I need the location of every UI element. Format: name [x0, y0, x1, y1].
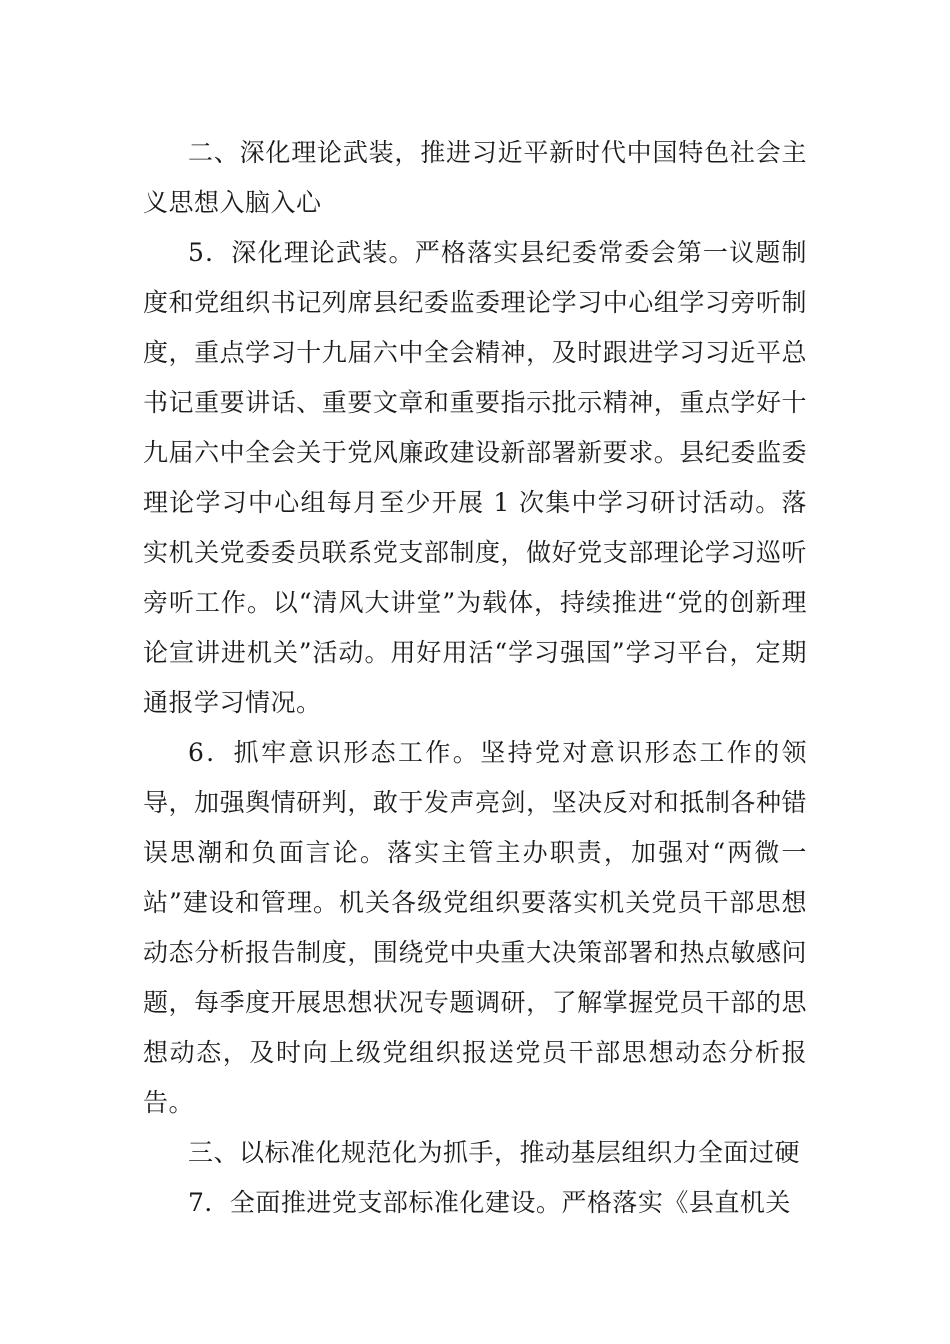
- paragraph-item-7: 7．全面推进党支部标准化建设。严格落实《县直机关: [188, 1188, 791, 1217]
- section-heading-3: 三、以标准化规范化为抓手，推动基层组织力全面过硬: [188, 1138, 801, 1167]
- paragraph-item-6: 6．抓牢意识形态工作。坚持党对意识形态工作的领导，加强舆情研判，敢于发声亮剑，坚决反对和抵制各种错误思潮和负面言论。落实主管主办职责，加强对“两微一站”建设和管理。机关各级党组织要落实机关党员干部思想动态分析报告制度，围绕党中央重大决策部署和热点敏感问题，每季度开展思想状况专题调研，了解掌握党员干部的思想动态，及时向上级党组织报送党员干部思想动态分析报告。: [143, 738, 807, 1117]
- document-body: [143, 128, 807, 1228]
- section-heading-2: 二、深化理论武装，推进习近平新时代中国特色社会主义思想入脑入心: [143, 138, 807, 217]
- paragraph-item-5: 5．深化理论武装。严格落实县纪委常委会第一议题制度和党组织书记列席县纪委监委理论学习中心组学习旁听制度，重点学习十九届六中全会精神，及时跟进学习习近平总书记重要讲话、重要文章和重要指示批示精神，重点学好十九届六中全会关于党风廉政建设新部署新要求。县纪委监委理论学习中心组每月至少开展 1 次集中学习研讨活动。落实机关党委委员联系党支部制度，做好党支部理论学习巡听旁听工作。以“清风大讲堂”为载体，持续推进“党的创新理论宣讲进机关”活动。用好用活“学习强国”学习平台，定期通报学习情况。: [143, 238, 807, 717]
